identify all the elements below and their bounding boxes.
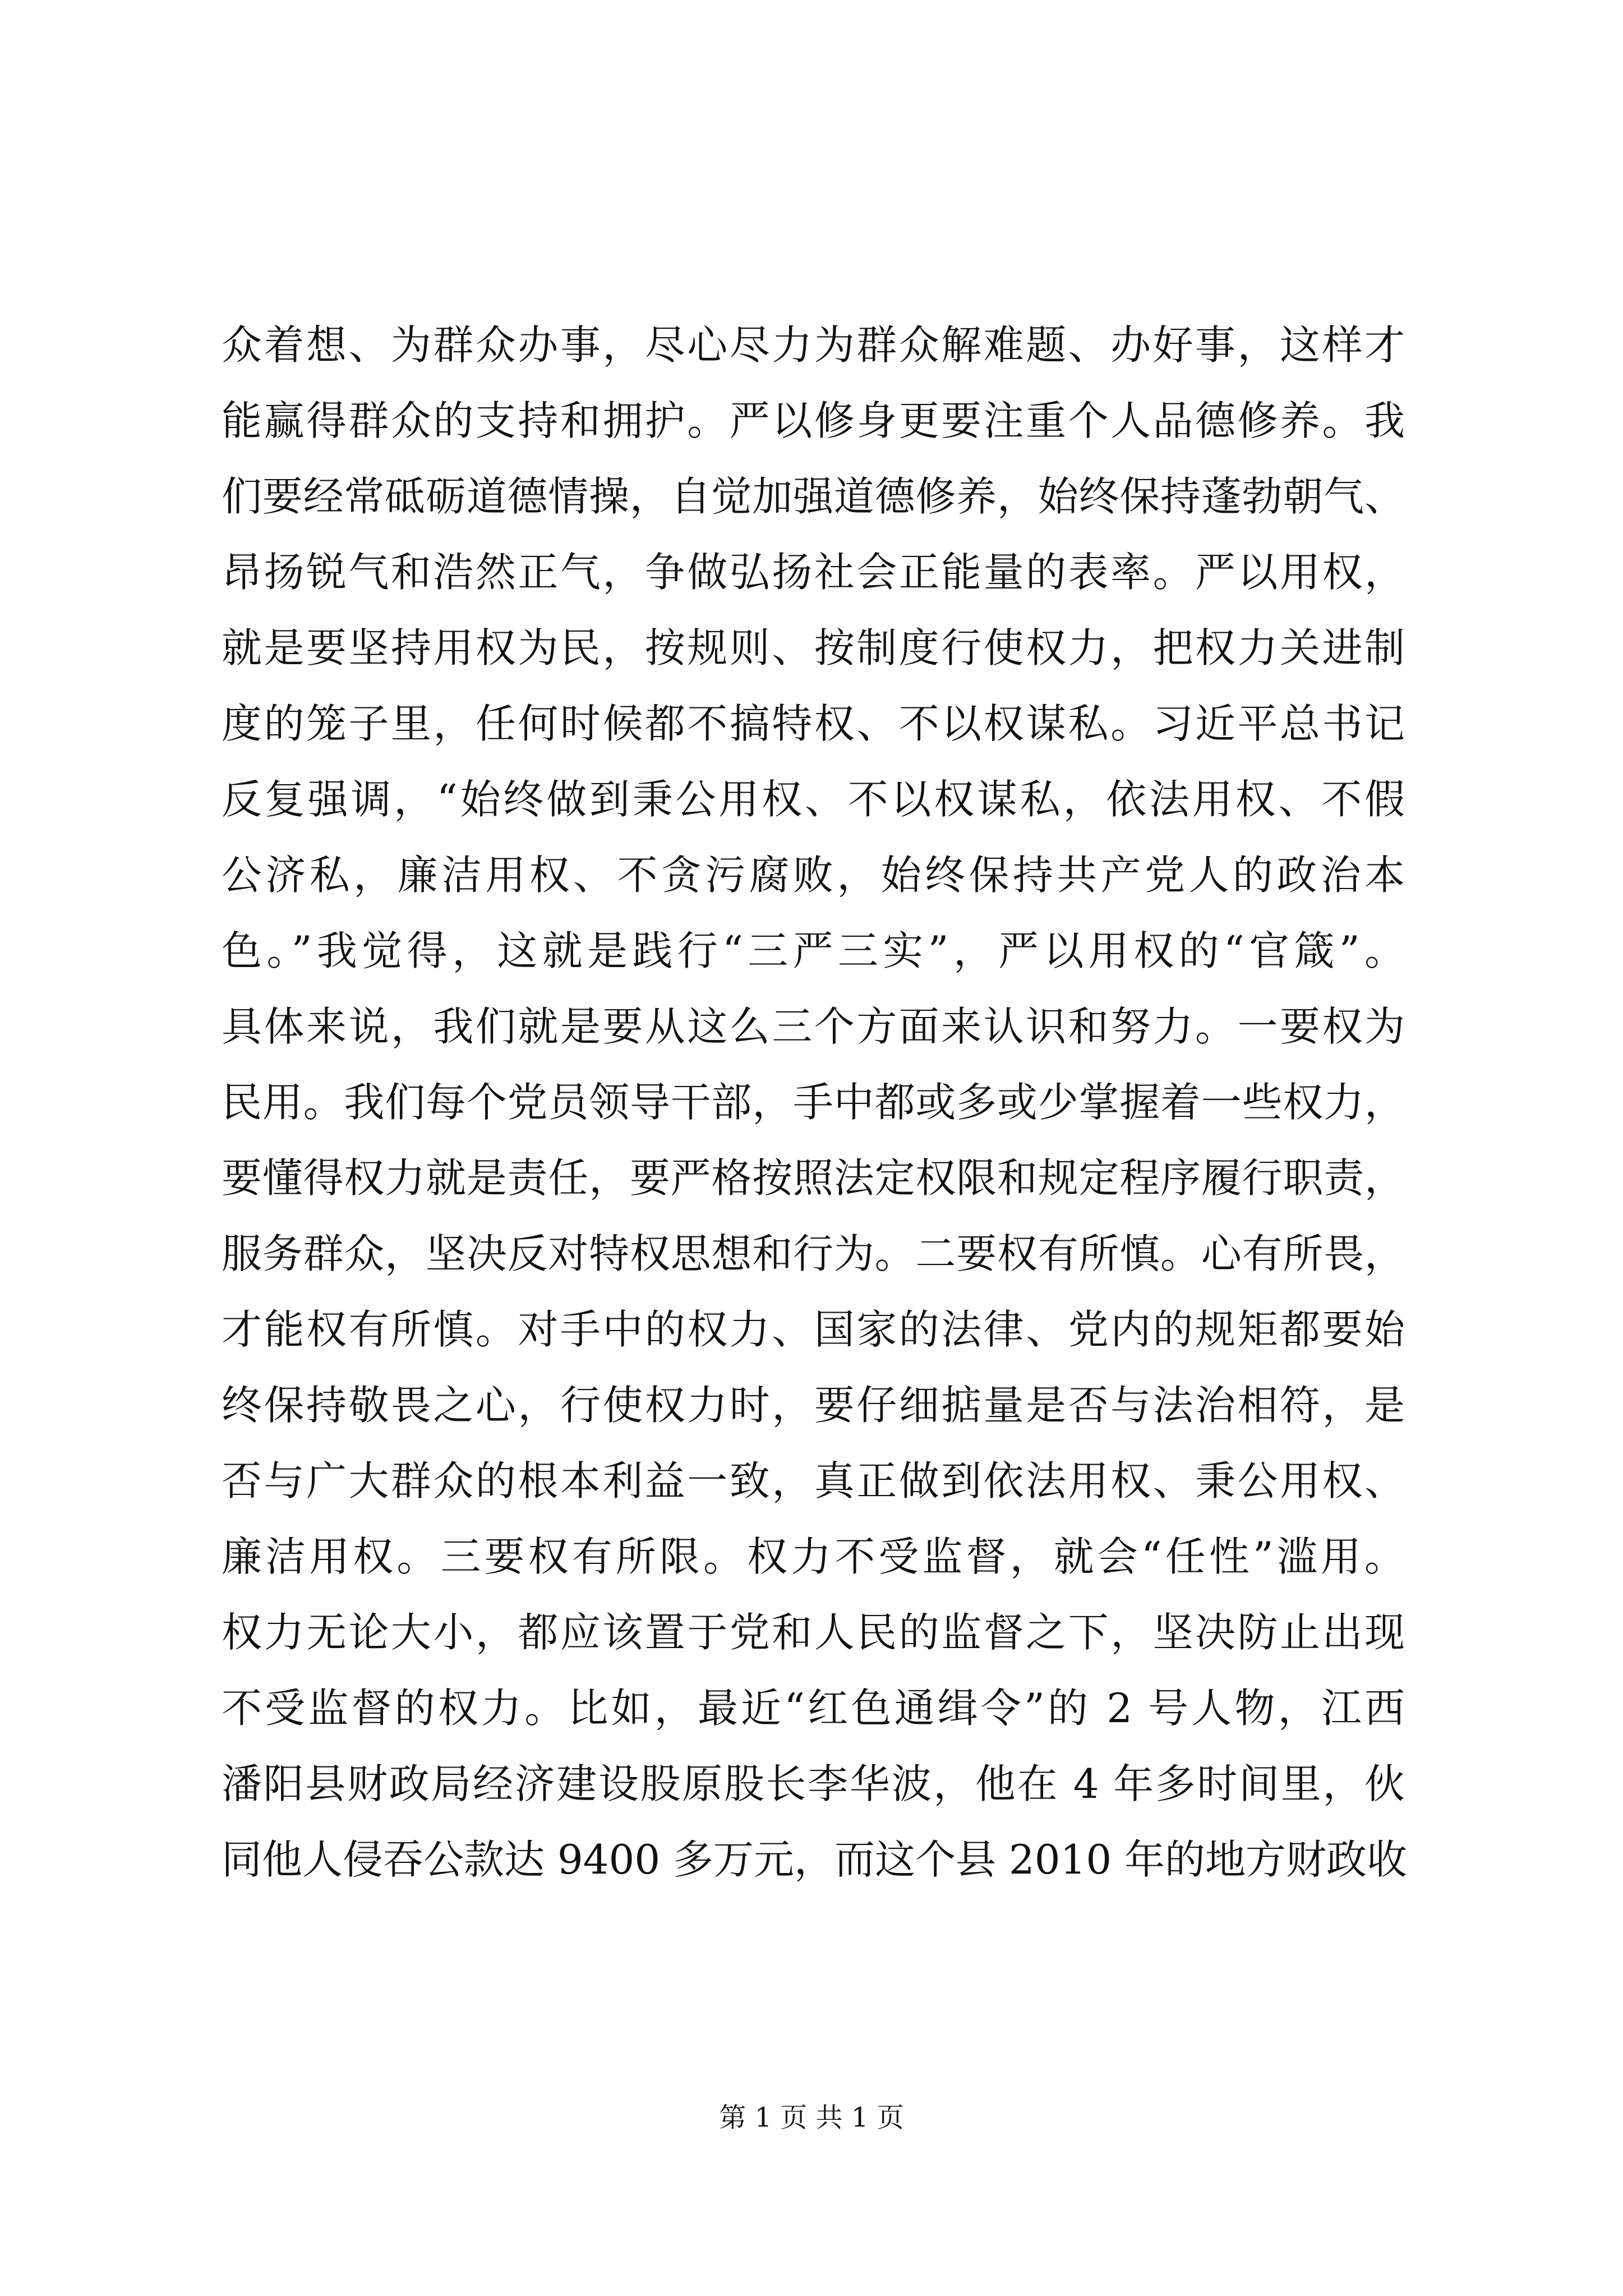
text-line-15: 终保持敬畏之心，行使权力时，要仔细掂量是否与法治相符，是 <box>222 1382 1405 1429</box>
text-line-19: 不受监督的权力。比如，最近“红色通缉令”的 2 号人物，江西 <box>222 1685 1405 1732</box>
text-line-8: 公济私，廉洁用权、不贪污腐败，始终保持共产党人的政治本 <box>222 852 1405 899</box>
text-line-6: 度的笼子里，任何时候都不搞特权、不以权谋私。习近平总书记 <box>222 700 1405 747</box>
text-line-14: 才能权有所慎。对手中的权力、国家的法律、党内的规矩都要始 <box>222 1306 1405 1353</box>
text-line-18: 权力无论大小，都应该置于党和人民的监督之下，坚决防止出现 <box>222 1609 1405 1656</box>
text-line-12: 要懂得权力就是责任，要严格按照法定权限和规定程序履行职责， <box>222 1154 1405 1202</box>
page-footer <box>0 2101 1623 2134</box>
text-line-20: 潘阳县财政局经济建设股原股长李华波，他在 4 年多时间里，伙 <box>222 1760 1405 1807</box>
text-line-21: 同他人侵吞公款达 9400 多万元，而这个县 2010 年的地方财政收 <box>222 1836 1408 1883</box>
text-line-13: 服务群众，坚决反对特权思想和行为。二要权有所慎。心有所畏， <box>222 1230 1405 1277</box>
text-line-9: 色。”我觉得，这就是践行“三严三实”，严以用权的“官箴”。 <box>222 927 1405 974</box>
text-line-4: 昂扬锐气和浩然正气，争做弘扬社会正能量的表率。严以用权， <box>222 549 1405 596</box>
page-number-label: 第 1 页 共 1 页 <box>719 2102 904 2133</box>
text-line-2: 能赢得群众的支持和拥护。严以修身更要注重个人品德修养。我 <box>222 397 1405 444</box>
text-line-16: 否与广大群众的根本利益一致，真正做到依法用权、秉公用权、 <box>222 1457 1405 1504</box>
text-line-1: 众着想、为群众办事，尽心尽力为群众解难题、办好事，这样才 <box>222 321 1405 369</box>
text-line-7: 反复强调，“始终做到秉公用权、不以权谋私，依法用权、不假 <box>222 776 1405 823</box>
text-line-5: 就是要坚持用权为民，按规则、按制度行使权力，把权力关进制 <box>222 624 1405 671</box>
body-text <box>222 307 1408 1898</box>
text-line-3: 们要经常砥砺道德情操，自觉加强道德修养，始终保持蓬勃朝气、 <box>222 473 1405 520</box>
text-line-10: 具体来说，我们就是要从这么三个方面来认识和努力。一要权为 <box>222 1003 1405 1050</box>
text-line-11: 民用。我们每个党员领导干部，手中都或多或少掌握着一些权力， <box>222 1079 1405 1126</box>
text-line-17: 廉洁用权。三要权有所限。权力不受监督，就会“任性”滥用。 <box>222 1533 1405 1580</box>
